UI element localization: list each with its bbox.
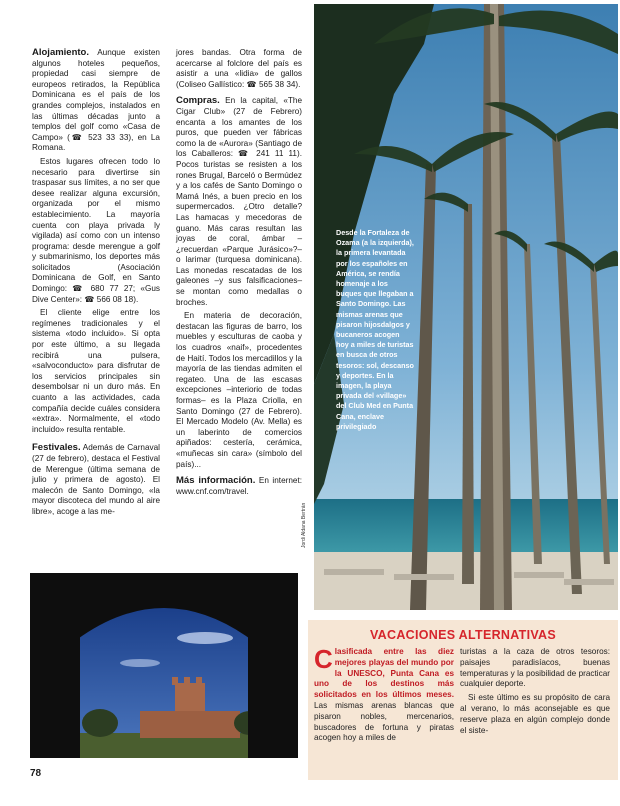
- box-title: VACACIONES ALTERNATIVAS: [369, 628, 557, 642]
- paragraph: Estos lugares ofrecen todo lo necesario para divertirse sin traspasar sus límites, a no ser que desee realizar alguna excursión, organizada por el mismo establecimiento. La mayoría cuenta con playa privada ly vigilada) así como con un intenso programa: desde merengue a golf y submarinismo, los deportes más solicitados (Asociación Dominicana de Golf, en Santo Domingo: ☎ 680 77 27; «Gus Dive Center»: ☎ 566 08 18).: [32, 156, 160, 304]
- paragraph-festivales: Festivales. Además de Carnaval (27 de febrero), destaca el Festival de Merengue (última semana de julio y primera de agosto). El malecón de Santo Domingo, «la mayor discoteca del mundo al aire libre», acoge a las me-: [32, 442, 160, 516]
- box-column-2: [460, 647, 610, 739]
- section-heading-compras: Compras.: [176, 95, 220, 107]
- article-column-1: [32, 48, 160, 521]
- section-heading-alojamiento: Alojamiento.: [32, 47, 90, 58]
- section-heading-mas-informacion: Más información.: [176, 475, 256, 487]
- fortress-photo: [30, 573, 298, 758]
- photo-credit: Jordi Aldana Bertrán: [301, 502, 307, 548]
- paragraph: jores bandas. Otra forma de acercarse al folclore del país es asistir a una «lidia» de gallos (Coliseo Gallístico: ☎ 565 38 34).: [176, 48, 302, 89]
- page-number: 78: [30, 768, 42, 779]
- paragraph-compras: Compras. En la capital, «The Cigar Club» (27 de Febrero) encanta a los amantes de los puros, que pueden ver fábricas como la de «Aurora» (Santiago de los Caballeros: ☎ 241 11 11). Pocos turistas se resisten a los rones Brugal, Barceló o Bermúdez y a los cafés de Santo Domingo o Mamá Inés, a buen precio en los supermercados. ¿Otro detalle? Las hamacas y mecedoras de guano. Más caras resultan las joyas de coral, ámbar –¿recuerdan «Parque Jurásico»?– o larimar (turquesa dominicana). Las monedas rescatadas de los galeones –y sus falsificaciones– se montan como medallas o broches.: [176, 95, 302, 307]
- box-lead-text: Las mismas arenas blancas que pisaron nobles, mercenarios, buscadores de fortuna y piratas acogen hoy a miles de: [314, 700, 454, 743]
- box-lead-highlight: lasificada entre las diez mejores playas del mundo por la UNESCO, Punta Cana es uno de los destinos más solicitados en los últimos meses.: [314, 647, 454, 700]
- box-paragraph: Si este último es su propósito de cara al verano, lo más aconsejable es que reserve plaza en algún complejo donde el siste-: [460, 693, 610, 735]
- paragraph-mas-informacion: Más información. En internet: www.cnf.com/travel.: [176, 475, 303, 496]
- photo-caption: Desde la Fortaleza de Ozama (a la izquierda), la primera levantada por los españoles en América, se rendía homenaje a los buques que llegaban a Santo Domingo. Las mismas arenas que pisaron hijosdalgos y bucaneros acogen hoy a miles de turistas en busca de otros tesoros: sol, descanso y deportes. En la imagen, la playa privada del «village» del Club Med en Punta Cana, enclave privilegiado: [336, 228, 414, 431]
- fortress-illustration: [30, 573, 298, 758]
- drop-cap: C: [314, 644, 333, 674]
- paragraph: El cliente elige entre los regímenes tradicionales y el sistema «todo incluido». Si opta por este último, a su llegada recibirá una pulsera, «salvoconducto» para disfrutar de los servicios principales sin desembolsar ni un duro más. En cuanto a las actividades, cada compañía decide cuáles considera «extra». Normalmente, el «todo incluido» resulta rentable.: [32, 308, 160, 434]
- box-column-1: [314, 644, 454, 747]
- section-heading-festivales: Festivales.: [32, 442, 81, 454]
- paragraph-alojamiento: Alojamiento. Aunque existen algunos hoteles pequeños, propiedad casi siempre de europeos retirados, la República Dominicana es el país de los grandes complejos, instalados en las últimas décadas junto a templos del golf como «Casa de Campo» (☎ 523 33 33), en La Romana.: [32, 47, 160, 153]
- box-paragraph: turistas a la caza de otros tesoros: paisajes paradisíacos, buenas temperaturas y la posibilidad de practicar cualquier deporte.: [460, 647, 610, 689]
- sidebar-box: [308, 620, 618, 780]
- box-lead-paragraph: [314, 644, 454, 744]
- paragraph: En materia de decoración, destacan las figuras de barro, los muebles y esculturas de caoba y los cuadros «naif», procedentes de Haití. Todos los mercadillos y la mayoría de las tiendas admiten el regateo. Una de las escasas excepciones –interiorio de todas formas– es la Plaza Criolla, en Santo Domingo (27 de Febrero). El Mercado Modelo (Av. Mella) es un laberinto de comercios apiñados: cestería, cerámica, «muñecas sin cara» (símbolo del país)...: [176, 311, 302, 469]
- article-column-2: [176, 48, 302, 500]
